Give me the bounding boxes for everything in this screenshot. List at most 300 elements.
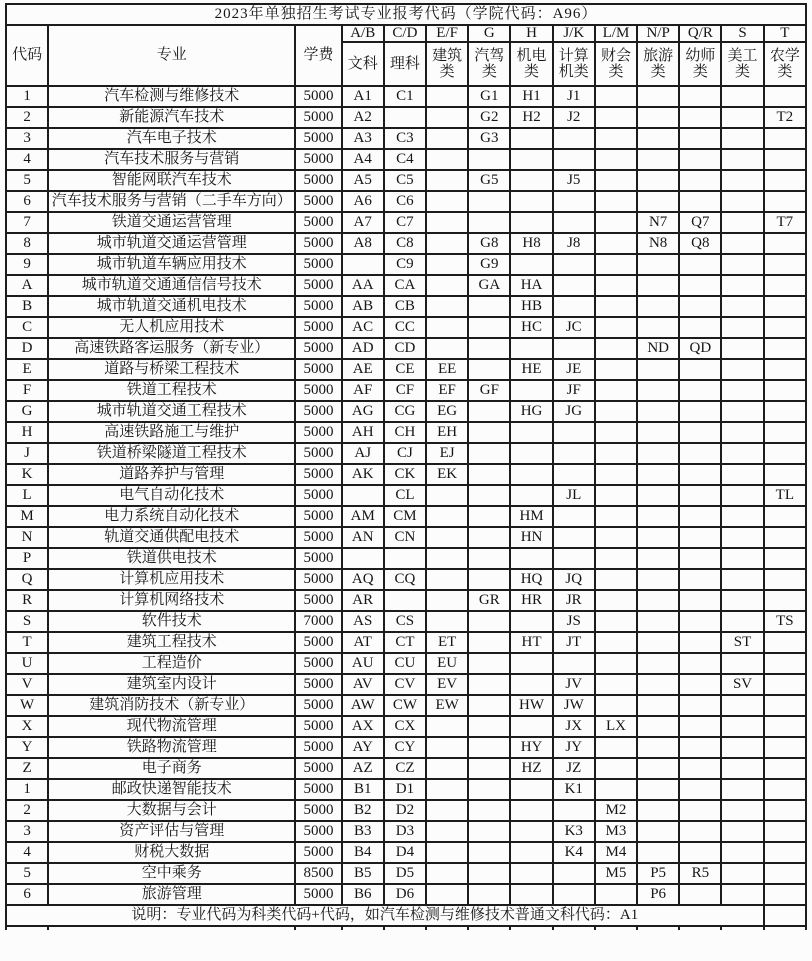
category-code-cell: HR	[510, 590, 552, 611]
category-code-cell: JE	[553, 359, 595, 380]
category-code-cell	[468, 212, 510, 233]
table-row	[6, 170, 806, 191]
tuition-cell: 5000	[295, 296, 341, 317]
category-code-cell: EF	[426, 380, 468, 401]
category-code-cell	[721, 233, 763, 254]
category-code-cell: M5	[595, 863, 637, 884]
table-row	[6, 275, 806, 296]
table-row	[6, 233, 806, 254]
category-code-cell	[679, 191, 721, 212]
category-code-cell: JC	[553, 317, 595, 338]
major-cell: 城市轨道交通工程技术	[48, 401, 295, 422]
category-code-cell	[721, 338, 763, 359]
category-code-cell	[468, 842, 510, 863]
tuition-cell: 5000	[295, 359, 341, 380]
category-code-cell	[679, 401, 721, 422]
category-code-cell	[468, 569, 510, 590]
category-code-cell	[721, 653, 763, 674]
row-code-cell: Y	[6, 737, 48, 758]
category-code-cell	[426, 254, 468, 275]
category-code-cell	[764, 863, 806, 884]
category-code-cell	[426, 842, 468, 863]
category-code-cell	[468, 527, 510, 548]
category-code-cell	[595, 254, 637, 275]
major-cell: 无人机应用技术	[48, 317, 295, 338]
table-row	[6, 464, 806, 485]
category-code-cell: T7	[764, 212, 806, 233]
category-code-cell	[342, 548, 384, 569]
category-code-cell	[721, 716, 763, 737]
category-code-cell: J8	[553, 233, 595, 254]
category-code-cell: GA	[468, 275, 510, 296]
category-code-cell: CT	[384, 632, 426, 653]
category-code-cell	[764, 569, 806, 590]
category-code-cell	[679, 758, 721, 779]
category-code-cell: A8	[342, 233, 384, 254]
category-code-cell: AM	[342, 506, 384, 527]
category-code-cell: HG	[510, 401, 552, 422]
category-code-cell: A5	[342, 170, 384, 191]
major-cell: 铁道桥梁隧道工程技术	[48, 443, 295, 464]
category-code-cell	[764, 170, 806, 191]
category-code-cell	[764, 359, 806, 380]
category-code-cell: AX	[342, 716, 384, 737]
major-cell: 汽车电子技术	[48, 128, 295, 149]
tuition-cell: 5000	[295, 737, 341, 758]
category-code-cell: D5	[384, 863, 426, 884]
category-code-cell	[510, 779, 552, 800]
table-row	[6, 548, 806, 569]
category-code-cell	[426, 338, 468, 359]
category-code-cell: T2	[764, 107, 806, 128]
category-code-cell	[510, 842, 552, 863]
tuition-cell: 5000	[295, 632, 341, 653]
category-code-cell	[679, 674, 721, 695]
category-code-cell: EV	[426, 674, 468, 695]
category-code-cell	[679, 569, 721, 590]
category-code-cell	[553, 275, 595, 296]
category-code-cell	[426, 737, 468, 758]
category-code-cell	[595, 359, 637, 380]
category-code-cell	[721, 548, 763, 569]
category-code-cell	[721, 464, 763, 485]
category-code-cell	[679, 842, 721, 863]
category-code-cell: G9	[468, 254, 510, 275]
category-code-cell: B6	[342, 884, 384, 905]
major-cell: 大数据与会计	[48, 800, 295, 821]
category-code-cell	[721, 107, 763, 128]
category-code-cell: C6	[384, 191, 426, 212]
category-code-cell	[679, 716, 721, 737]
category-code-cell	[510, 653, 552, 674]
category-code-cell	[426, 107, 468, 128]
category-code-cell	[595, 632, 637, 653]
category-code-cell	[679, 485, 721, 506]
category-code-cell	[764, 821, 806, 842]
column-header-code: 代码	[6, 25, 48, 86]
tuition-cell: 5000	[295, 107, 341, 128]
category-code-cell: D3	[384, 821, 426, 842]
category-code-cell: CD	[384, 338, 426, 359]
table-row	[6, 779, 806, 800]
category-code-cell: G5	[468, 170, 510, 191]
category-code-cell: CM	[384, 506, 426, 527]
major-cell: 高速铁路客运服务（新专业）	[48, 338, 295, 359]
category-code-cell: AJ	[342, 443, 384, 464]
category-code-cell: AA	[342, 275, 384, 296]
category-code-cell: CS	[384, 611, 426, 632]
category-code-cell: CF	[384, 380, 426, 401]
category-code-cell	[721, 401, 763, 422]
major-cell: 电气自动化技术	[48, 485, 295, 506]
category-code-cell	[595, 611, 637, 632]
row-code-cell: V	[6, 674, 48, 695]
table-row	[6, 359, 806, 380]
category-code-cell: Q7	[679, 212, 721, 233]
category-code-cell: CW	[384, 695, 426, 716]
category-code-cell: AZ	[342, 758, 384, 779]
category-code-cell: K1	[553, 779, 595, 800]
category-code-cell	[553, 149, 595, 170]
category-code-cell	[426, 149, 468, 170]
category-code-cell: CG	[384, 401, 426, 422]
category-code-cell: AD	[342, 338, 384, 359]
category-code-cell	[595, 464, 637, 485]
category-code-cell	[637, 800, 679, 821]
category-code-cell	[764, 632, 806, 653]
major-cell: 道路与桥梁工程技术	[48, 359, 295, 380]
category-code-cell	[764, 401, 806, 422]
category-code-cell: G3	[468, 128, 510, 149]
category-code-t: T	[764, 25, 806, 42]
category-code-cell	[553, 296, 595, 317]
category-code-cell	[721, 443, 763, 464]
category-code-cell	[426, 611, 468, 632]
category-code-cell	[764, 380, 806, 401]
tuition-cell: 5000	[295, 317, 341, 338]
category-code-cell	[468, 149, 510, 170]
major-cell: 财税大数据	[48, 842, 295, 863]
category-code-cell	[637, 758, 679, 779]
category-code-cell	[553, 191, 595, 212]
category-code-cell	[764, 779, 806, 800]
category-code-cell	[510, 443, 552, 464]
table-row	[6, 821, 806, 842]
category-label-computer: 计算机类	[553, 42, 595, 86]
category-code-cell: CH	[384, 422, 426, 443]
category-code-cell: QD	[679, 338, 721, 359]
category-code-cell: A1	[342, 86, 384, 107]
category-code-cell	[595, 275, 637, 296]
category-code-cell	[426, 800, 468, 821]
category-code-cell: AK	[342, 464, 384, 485]
category-code-cell	[553, 212, 595, 233]
category-code-cell	[679, 275, 721, 296]
table-row	[6, 800, 806, 821]
row-code-cell: U	[6, 653, 48, 674]
category-code-cell	[764, 338, 806, 359]
major-cell: 城市轨道交通机电技术	[48, 296, 295, 317]
table-row	[6, 758, 806, 779]
category-code-cell	[637, 842, 679, 863]
category-code-cell	[679, 149, 721, 170]
row-code-cell: G	[6, 401, 48, 422]
category-code-cell	[637, 422, 679, 443]
category-code-cell: P5	[637, 863, 679, 884]
major-cell: 电子商务	[48, 758, 295, 779]
category-code-cell: A4	[342, 149, 384, 170]
category-code-cell	[679, 107, 721, 128]
category-code-cell: HM	[510, 506, 552, 527]
category-code-cell: G1	[468, 86, 510, 107]
category-code-cell	[764, 590, 806, 611]
category-code-cell	[637, 611, 679, 632]
category-code-cell: AH	[342, 422, 384, 443]
row-code-cell: 2	[6, 800, 48, 821]
category-code-cell	[721, 695, 763, 716]
category-code-cell: AW	[342, 695, 384, 716]
category-code-cell: JV	[553, 674, 595, 695]
category-code-cell	[426, 863, 468, 884]
table-row	[6, 191, 806, 212]
category-code-g: G	[468, 25, 510, 42]
category-code-cell: N7	[637, 212, 679, 233]
category-code-cell	[468, 779, 510, 800]
category-code-cell	[721, 758, 763, 779]
category-code-cell	[553, 548, 595, 569]
row-code-cell: 4	[6, 842, 48, 863]
category-code-cell	[595, 443, 637, 464]
category-code-s: S	[721, 25, 763, 42]
category-code-cell	[637, 380, 679, 401]
category-label-construction: 建筑类	[426, 42, 468, 86]
category-code-cell	[764, 296, 806, 317]
category-code-cell	[764, 842, 806, 863]
category-code-cell	[637, 170, 679, 191]
row-code-cell: W	[6, 695, 48, 716]
tuition-cell: 5000	[295, 233, 341, 254]
category-code-cell	[721, 191, 763, 212]
row-code-cell: F	[6, 380, 48, 401]
row-code-cell: H	[6, 422, 48, 443]
category-code-cd: C/D	[384, 25, 426, 42]
category-label-liberal-arts: 文科	[342, 42, 384, 86]
tuition-cell: 5000	[295, 842, 341, 863]
category-code-cell	[764, 275, 806, 296]
table-row	[6, 863, 806, 884]
category-code-cell	[637, 443, 679, 464]
major-cell: 铁道交通运营管理	[48, 212, 295, 233]
table-row	[6, 674, 806, 695]
category-code-cell: EH	[426, 422, 468, 443]
category-code-cell	[595, 569, 637, 590]
tuition-cell: 5000	[295, 485, 341, 506]
category-code-qr: Q/R	[679, 25, 721, 42]
tuition-cell: 7000	[295, 611, 341, 632]
category-code-cell	[595, 401, 637, 422]
category-code-cell	[721, 779, 763, 800]
category-code-cell	[468, 317, 510, 338]
note-text: 说明：专业代码为科类代码+代码，如汽车检测与维修技术普通文科代码：A1	[6, 905, 764, 926]
category-code-cell	[721, 821, 763, 842]
row-code-cell: N	[6, 527, 48, 548]
category-code-cell	[764, 737, 806, 758]
tuition-cell: 5000	[295, 590, 341, 611]
category-code-cell	[468, 191, 510, 212]
row-code-cell: Q	[6, 569, 48, 590]
row-code-cell: 6	[6, 191, 48, 212]
category-code-cell	[510, 716, 552, 737]
category-code-cell	[721, 212, 763, 233]
category-code-cell	[595, 590, 637, 611]
major-cell: 汽车技术服务与营销	[48, 149, 295, 170]
major-cell: 计算机应用技术	[48, 569, 295, 590]
category-code-cell	[721, 317, 763, 338]
category-code-cell	[595, 107, 637, 128]
category-code-cell	[721, 506, 763, 527]
category-code-cell: AF	[342, 380, 384, 401]
table-row	[6, 380, 806, 401]
category-code-cell	[679, 695, 721, 716]
category-code-cell	[468, 443, 510, 464]
row-code-cell: 1	[6, 779, 48, 800]
row-code-cell: K	[6, 464, 48, 485]
category-code-cell: GF	[468, 380, 510, 401]
category-code-cell	[468, 695, 510, 716]
category-code-cell	[764, 653, 806, 674]
header-category-codes-row	[6, 25, 806, 42]
category-code-cell	[468, 674, 510, 695]
category-code-ab: A/B	[342, 25, 384, 42]
category-code-cell: A6	[342, 191, 384, 212]
category-code-cell: CB	[384, 296, 426, 317]
category-code-cell: H1	[510, 86, 552, 107]
category-code-cell: C4	[384, 149, 426, 170]
tuition-cell: 5000	[295, 128, 341, 149]
category-code-cell	[637, 359, 679, 380]
category-code-cell	[721, 296, 763, 317]
tuition-cell: 5000	[295, 254, 341, 275]
category-code-cell	[595, 128, 637, 149]
category-code-cell	[595, 506, 637, 527]
category-code-cell	[721, 485, 763, 506]
tuition-cell: 5000	[295, 674, 341, 695]
tuition-cell: 5000	[295, 779, 341, 800]
category-code-cell	[679, 296, 721, 317]
category-code-cell: CK	[384, 464, 426, 485]
table-row	[6, 884, 806, 905]
category-code-cell: B5	[342, 863, 384, 884]
row-code-cell: T	[6, 632, 48, 653]
category-code-cell	[679, 800, 721, 821]
category-code-cell	[764, 674, 806, 695]
major-cell: 现代物流管理	[48, 716, 295, 737]
tuition-cell: 5000	[295, 338, 341, 359]
category-code-cell: B2	[342, 800, 384, 821]
table-row	[6, 737, 806, 758]
row-code-cell: 9	[6, 254, 48, 275]
table-row	[6, 254, 806, 275]
row-code-cell: 6	[6, 884, 48, 905]
category-code-cell	[764, 716, 806, 737]
tuition-cell: 5000	[295, 695, 341, 716]
row-code-cell: C	[6, 317, 48, 338]
category-code-cell: P6	[637, 884, 679, 905]
category-code-cell	[553, 506, 595, 527]
category-code-cell: EG	[426, 401, 468, 422]
table-row	[6, 107, 806, 128]
category-code-cell: JX	[553, 716, 595, 737]
category-code-cell	[510, 884, 552, 905]
category-label-auto-driving: 汽驾类	[468, 42, 510, 86]
category-code-cell: B4	[342, 842, 384, 863]
category-code-cell	[510, 149, 552, 170]
category-code-jk: J/K	[553, 25, 595, 42]
category-code-cell: JY	[553, 737, 595, 758]
category-code-cell	[637, 632, 679, 653]
row-code-cell: S	[6, 611, 48, 632]
tuition-cell: 5000	[295, 758, 341, 779]
category-code-cell	[637, 485, 679, 506]
category-code-cell: J5	[553, 170, 595, 191]
category-code-cell	[468, 758, 510, 779]
category-code-cell	[510, 380, 552, 401]
category-code-cell: D1	[384, 779, 426, 800]
row-code-cell: 4	[6, 149, 48, 170]
category-code-cell	[510, 485, 552, 506]
category-code-cell	[595, 779, 637, 800]
category-code-cell	[342, 254, 384, 275]
category-code-cell	[468, 863, 510, 884]
category-code-cell	[426, 317, 468, 338]
category-code-cell	[553, 338, 595, 359]
category-code-cell: CY	[384, 737, 426, 758]
category-code-cell	[721, 611, 763, 632]
category-code-cell: D6	[384, 884, 426, 905]
row-code-cell: 2	[6, 107, 48, 128]
category-code-cell	[468, 296, 510, 317]
category-code-cell	[679, 779, 721, 800]
category-code-cell	[426, 170, 468, 191]
category-code-cell	[426, 506, 468, 527]
category-code-cell	[637, 821, 679, 842]
category-code-cell	[468, 800, 510, 821]
category-code-cell	[637, 191, 679, 212]
category-code-cell	[553, 464, 595, 485]
category-code-cell	[468, 611, 510, 632]
category-code-cell: AT	[342, 632, 384, 653]
category-code-cell: EE	[426, 359, 468, 380]
category-code-cell	[595, 233, 637, 254]
category-code-cell	[468, 464, 510, 485]
category-code-cell: AU	[342, 653, 384, 674]
category-code-cell: N8	[637, 233, 679, 254]
category-code-cell	[595, 170, 637, 191]
category-code-cell	[553, 422, 595, 443]
category-code-cell: Q8	[679, 233, 721, 254]
category-code-cell	[679, 317, 721, 338]
column-header-tuition: 学费	[295, 25, 341, 86]
category-label-art: 美工类	[721, 42, 763, 86]
category-code-cell: AQ	[342, 569, 384, 590]
tuition-cell: 5000	[295, 464, 341, 485]
category-code-cell	[764, 149, 806, 170]
category-code-cell	[426, 884, 468, 905]
category-code-cell	[426, 716, 468, 737]
category-code-cell	[595, 149, 637, 170]
row-code-cell: 5	[6, 170, 48, 191]
category-code-cell	[679, 170, 721, 191]
